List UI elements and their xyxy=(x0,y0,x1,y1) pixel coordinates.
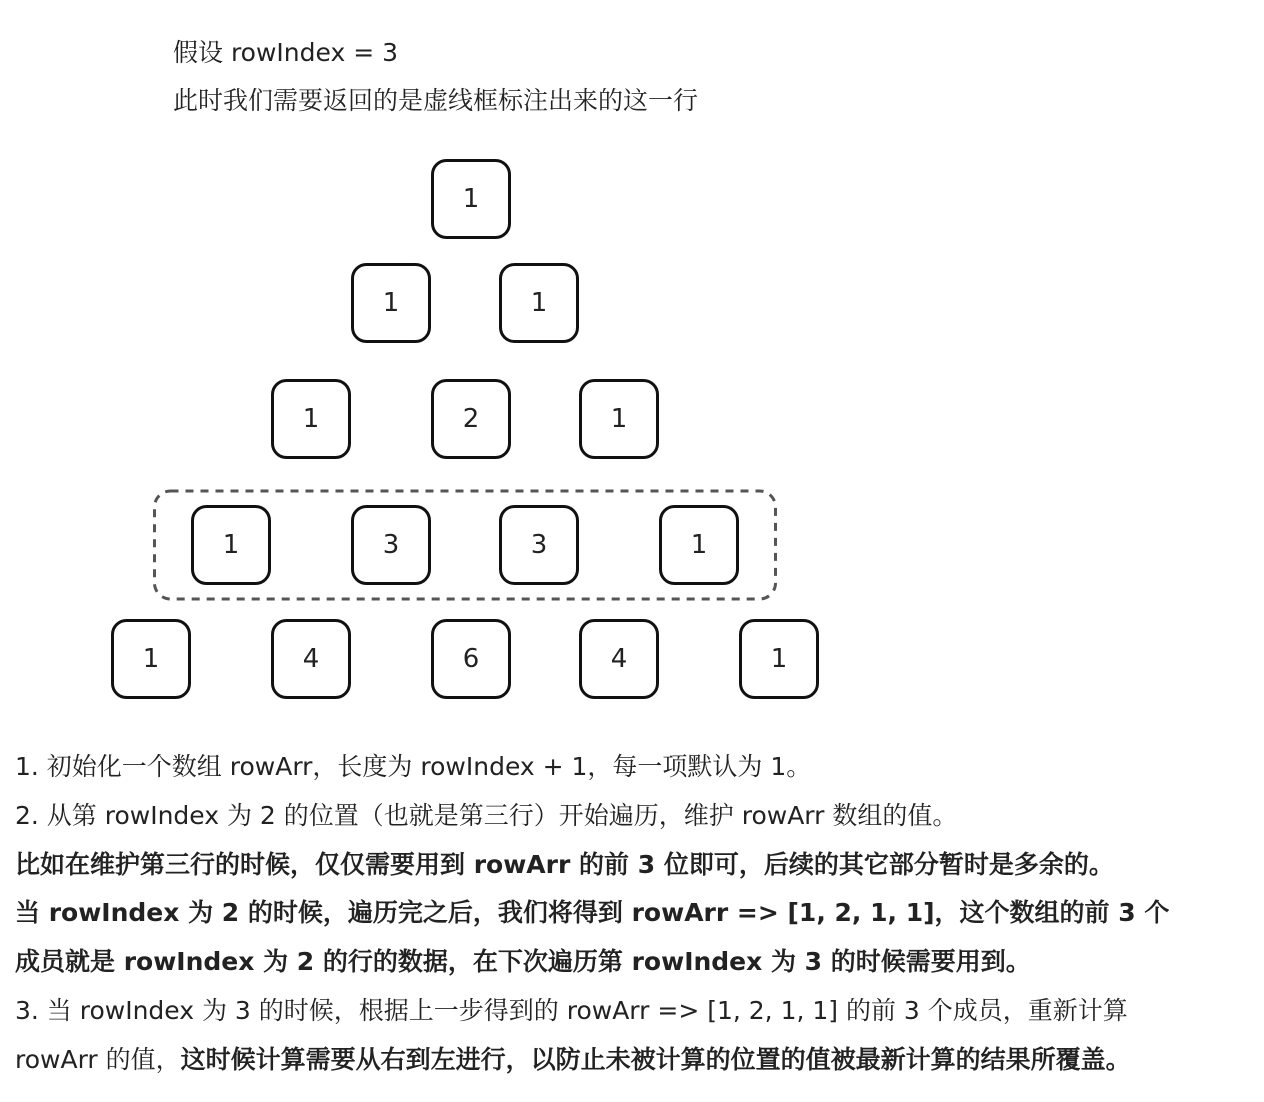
cell-value: 1 xyxy=(690,530,708,560)
step-3-bold-part: 这时候计算需要从右到左进行，以防止未被计算的位置的值被最新计算的结果所覆盖。 xyxy=(180,1045,1131,1074)
cell-value: 1 xyxy=(302,404,320,434)
triangle-cell-r2-c2 xyxy=(581,381,658,458)
triangle-cell-r4-c2 xyxy=(433,621,510,698)
triangle-cell-r1-c0 xyxy=(353,265,430,342)
step-3-text-line-2 xyxy=(15,1043,1131,1077)
step-3-normal-part: rowArr 的值， xyxy=(15,1045,181,1074)
triangle-cell-r4-c0 xyxy=(113,621,190,698)
cell-value: 1 xyxy=(382,288,400,318)
triangle-cell-r3-c3 xyxy=(661,507,738,584)
note-line-2: 当 rowIndex 为 2 的时候，遍历完之后，我们将得到 rowArr => [1, 2, 1, 1]，这个数组的前 3 个 xyxy=(15,898,1170,927)
step-2-text: 2. 从第 rowIndex 为 2 的位置（也就是第三行）开始遍历，维护 rowArr 数组的值。 xyxy=(15,801,958,830)
cell-value: 1 xyxy=(142,644,160,674)
cell-value: 3 xyxy=(382,530,400,560)
note-line-3: 成员就是 rowIndex 为 2 的行的数据，在下次遍历第 rowIndex 为 3 的时候需要用到。 xyxy=(15,947,1031,976)
cell-value: 1 xyxy=(222,530,240,560)
triangle-cell-r3-c1 xyxy=(353,507,430,584)
triangle-cell-r4-c4 xyxy=(741,621,818,698)
step-3-text-line-1: 3. 当 rowIndex 为 3 的时候，根据上一步得到的 rowArr => [1, 2, 1, 1] 的前 3 个成员，重新计算 xyxy=(15,996,1128,1025)
triangle-cell-r4-c1 xyxy=(273,621,350,698)
step-1-text: 1. 初始化一个数组 rowArr，长度为 rowIndex + 1，每一项默认为 1。 xyxy=(15,752,812,781)
triangle-cell-r3-c2 xyxy=(501,507,578,584)
cell-value: 4 xyxy=(610,644,628,674)
intro-assumption: 假设 rowIndex = 3 xyxy=(173,38,398,67)
cell-value: 1 xyxy=(462,184,480,214)
cell-value: 3 xyxy=(530,530,548,560)
cell-value: 1 xyxy=(610,404,628,434)
triangle-cell-r4-c3 xyxy=(581,621,658,698)
intro-description: 此时我们需要返回的是虚线框标注出来的这一行 xyxy=(173,86,699,115)
triangle-cell-r2-c1 xyxy=(433,381,510,458)
triangle-cell-r2-c0 xyxy=(273,381,350,458)
triangle-cell-r1-c1 xyxy=(501,265,578,342)
cell-value: 2 xyxy=(462,404,480,434)
triangle-cell-r3-c0 xyxy=(193,507,270,584)
cell-value: 4 xyxy=(302,644,320,674)
triangle-cell-r0-c0 xyxy=(433,161,510,238)
cell-value: 1 xyxy=(530,288,548,318)
note-line-1: 比如在维护第三行的时候，仅仅需要用到 rowArr 的前 3 位即可，后续的其它部分暂时是多余的。 xyxy=(15,850,1114,879)
cell-value: 1 xyxy=(770,644,788,674)
cell-value: 6 xyxy=(462,644,480,674)
